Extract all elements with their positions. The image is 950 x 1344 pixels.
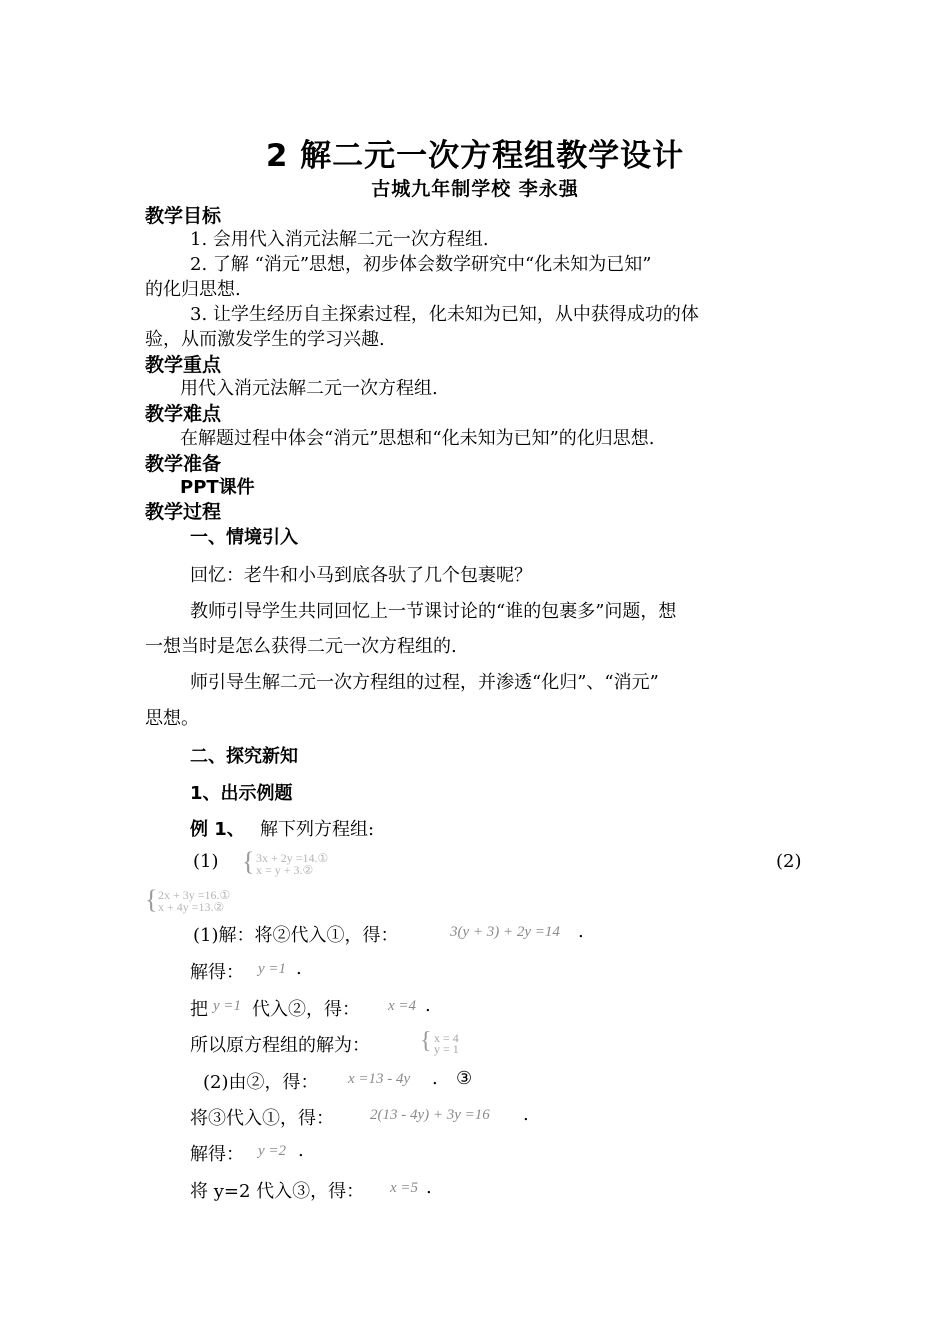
key-heading: 教学重点: [145, 354, 222, 376]
teacher-text-line-1: 教师引导学生共同回忆上一节课讨论的“谁的包裹多”问题，想: [190, 601, 677, 622]
prep-text: PPT课件: [180, 477, 255, 498]
goal-2-line-1: 2. 了解 “消元”思想，初步体会数学研究中“化未知为已知”: [190, 254, 652, 275]
solution-1-step-3-prefix: 把: [190, 999, 208, 1020]
problem-2-label: (2): [776, 851, 802, 872]
author-line: 古城九年制学校 李永强: [371, 178, 579, 200]
solution-1-step-3-period: .: [425, 995, 431, 1016]
example-label: 例 1、: [190, 819, 245, 840]
goal-1: 1. 会用代入消元法解二元一次方程组.: [190, 229, 489, 250]
solution-2-step-2-label: 将③代入①，得：: [190, 1108, 334, 1129]
solution-2-step-2-math: 2(13 - 4y) + 3y =16: [370, 1107, 490, 1123]
difficulty-heading: 教学难点: [145, 403, 222, 425]
goal-2-line-2: 的化归思想.: [145, 279, 241, 300]
part-2-heading: 二、探究新知: [190, 746, 298, 767]
solution-1-result-eq-2: y = 1: [434, 1042, 459, 1056]
solution-2-step-1-mark: ③: [456, 1068, 473, 1089]
system-2-eq-1: 2x + 3y =16.①: [158, 888, 231, 902]
part-1-heading: 一、情境引入: [190, 527, 298, 548]
goal-3-line-2: 验，从而激发学生的学习兴趣.: [145, 329, 385, 350]
system-2-brace: {: [145, 885, 158, 914]
solution-1-step-2-math: y =1: [258, 961, 287, 977]
solution-1-step-3-text: 代入②，得：: [252, 999, 360, 1020]
prep-heading: 教学准备: [145, 453, 222, 475]
system-1-brace: {: [242, 847, 255, 876]
teacher-text-line-2: 一想当时是怎么获得二元一次方程组的.: [145, 636, 457, 657]
solution-2-step-3-label: 解得：: [190, 1144, 244, 1165]
solution-1-step-1-period: .: [578, 921, 584, 942]
solution-1-step-1-math: 3(y + 3) + 2y =14: [450, 924, 560, 940]
solution-1-step-2-label: 解得：: [190, 962, 244, 983]
solution-1-result-brace: {: [420, 1028, 432, 1054]
system-2-eq-2: x + 4y =13.②: [158, 900, 225, 914]
solution-2-step-3-period: .: [298, 1140, 304, 1161]
goal-3-line-1: 3. 让学生经历自主探索过程，化未知为已知，从中获得成功的体: [190, 304, 699, 325]
solution-2-step-1-period: .: [432, 1068, 438, 1089]
solution-1-step-3-math-1: y =1: [213, 998, 242, 1014]
solution-2-step-3-math: y =2: [258, 1143, 287, 1159]
process-heading: 教学过程: [145, 501, 222, 523]
solution-2-step-2-period: .: [523, 1104, 529, 1125]
document-title: 2 解二元一次方程组教学设计: [265, 138, 685, 174]
recall-text: 回忆：老牛和小马到底各驮了几个包裹呢？: [190, 565, 532, 586]
sub-heading-example: 1、出示例题: [190, 783, 293, 804]
solution-2-step-4-period: .: [426, 1177, 432, 1198]
solution-2-step-1-math: x =13 - 4y: [348, 1071, 411, 1087]
example-text: 解下列方程组:: [260, 819, 375, 840]
key-text: 用代入消元法解二元一次方程组.: [180, 378, 438, 399]
goals-heading: 教学目标: [145, 205, 222, 227]
guide-text-line-2: 思想。: [145, 708, 199, 729]
solution-1-step-3-math-2: x =4: [388, 998, 417, 1014]
solution-1-result-eq-1: x = 4: [434, 1031, 459, 1045]
solution-1-step-2-period: .: [296, 958, 302, 979]
solution-1-result-label: 所以原方程组的解为：: [190, 1035, 370, 1056]
solution-1-step-1-label: (1)解：将②代入①，得：: [193, 925, 399, 946]
solution-2-step-1-label: (2)由②，得：: [203, 1072, 319, 1093]
system-1-eq-2: x = y + 3.②: [256, 863, 314, 877]
solution-2-step-4-label: 将 y=2 代入③，得：: [190, 1181, 365, 1202]
solution-2-step-4-math: x =5: [390, 1180, 419, 1196]
difficulty-text: 在解题过程中体会“消元”思想和“化未知为已知”的化归思想.: [180, 428, 655, 449]
guide-text-line-1: 师引导生解二元一次方程组的过程，并渗透“化归”、“消元”: [190, 672, 659, 693]
problem-1-label: (1): [193, 851, 219, 872]
system-1-eq-1: 3x + 2y =14.①: [256, 851, 329, 865]
